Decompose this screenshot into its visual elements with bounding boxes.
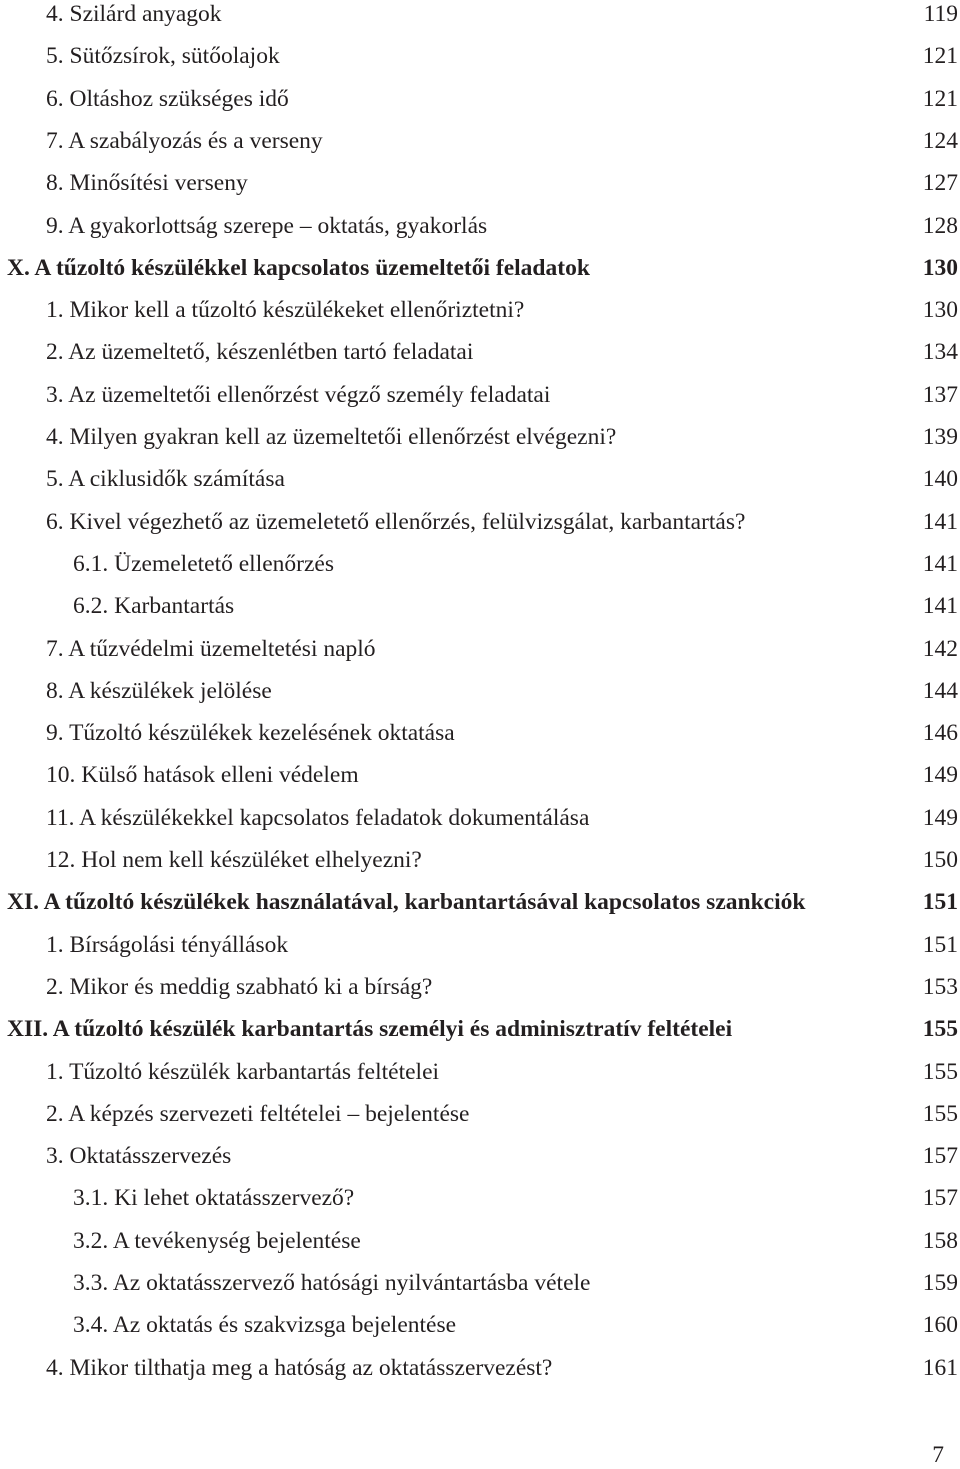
toc-page-number: 146 (922, 720, 958, 747)
toc-entry-title: 7. A tűzvédelmi üzemeltetési napló (46, 635, 376, 662)
toc-page-number: 149 (922, 804, 958, 831)
toc-page-number: 124 (922, 127, 958, 154)
toc-entry-title: 3.3. Az oktatásszervező hatósági nyilvántartásba vétele (73, 1270, 591, 1296)
toc-page-number: 121 (922, 85, 958, 112)
toc-entry-title: 10. Külső hatások elleni védelem (46, 762, 359, 789)
toc-entry-row (0, 1142, 960, 1184)
toc-entry-row (0, 0, 960, 42)
toc-entry-row (0, 169, 960, 211)
toc-entry-row (0, 1311, 960, 1353)
toc-entry-title: 7. A szabályozás és a verseny (46, 127, 323, 154)
toc-page-number: 149 (922, 762, 958, 789)
toc-page-number: 141 (922, 508, 958, 535)
toc-page-number: 155 (922, 1100, 958, 1127)
page-number: 7 (932, 1442, 944, 1468)
toc-entry-row (0, 592, 960, 634)
toc-page-number: 119 (923, 1, 958, 27)
toc-entry-title: 6.2. Karbantartás (73, 593, 235, 620)
toc-page-number: 140 (922, 466, 958, 493)
toc-entry-row (0, 550, 960, 592)
toc-entry-title: 2. Mikor és meddig szabható ki a bírság? (46, 973, 433, 1000)
toc-page-number: 144 (922, 677, 958, 704)
toc-page-number: 139 (922, 424, 958, 450)
toc-entry-row (0, 381, 960, 423)
toc-entry-title: 12. Hol nem kell készüléket elhelyezni? (46, 847, 422, 873)
toc-entry-title: 11. A készülékekkel kapcsolatos feladatok dokumentálása (46, 804, 590, 831)
toc-page-number: 137 (922, 381, 958, 408)
toc-entry-row (0, 296, 960, 338)
toc-page-number: 134 (922, 339, 958, 366)
toc-page-number: 160 (922, 1312, 958, 1339)
toc-chapter-title: XI. A tűzoltó készülékek használatával, karbantartásával kapcsolatos szankciók (7, 889, 806, 916)
toc-page-number: 142 (922, 635, 958, 662)
toc-entry-row (0, 973, 960, 1015)
toc-entry-title: 2. A képzés szervezeti feltételei – bejelentése (46, 1100, 470, 1127)
toc-page-number: 157 (922, 1143, 958, 1170)
toc-entry-row (0, 423, 960, 465)
toc-entry-row (0, 804, 960, 846)
toc-page-number: 130 (922, 297, 958, 324)
toc-entry-row (0, 846, 960, 888)
toc-page-number: 141 (922, 550, 958, 577)
toc-entry-title: 6. Oltáshoz szükséges idő (46, 85, 289, 112)
toc-page-number: 130 (922, 254, 958, 281)
toc-entry-title: 1. Mikor kell a tűzoltó készülékeket ellenőriztetni? (46, 297, 525, 324)
toc-page-number: 153 (922, 973, 958, 1000)
toc-entry-row (0, 42, 960, 84)
toc-entry-title: 8. A készülékek jelölése (46, 677, 272, 704)
toc-chapter-title: XII. A tűzoltó készülék karbantartás személyi és adminisztratív feltételei (7, 1016, 733, 1043)
toc-page-number: 127 (922, 170, 958, 197)
toc-entry-title: 3.4. Az oktatás és szakvizsga bejelentése (73, 1312, 457, 1339)
toc-entry-row (0, 1227, 960, 1269)
toc-page-number: 141 (922, 593, 958, 620)
toc-page-number: 151 (922, 931, 958, 958)
toc-entry-title: 2. Az üzemeltető, készenlétben tartó feladatai (46, 339, 474, 366)
toc-chapter-title: X. A tűzoltó készülékkel kapcsolatos üzemeltetői feladatok (7, 254, 590, 281)
toc-entry-title: 4. Milyen gyakran kell az üzemeltetői ellenőrzést elvégezni? (46, 424, 617, 450)
toc-entry-row (0, 1354, 960, 1396)
toc-entry-row (0, 127, 960, 169)
toc-entry-title: 5. Sütőzsírok, sütőolajok (46, 43, 280, 70)
toc-entry-row (0, 1058, 960, 1100)
toc-entry-title: 3.2. A tevékenység bejelentése (73, 1227, 361, 1254)
toc-entry-row (0, 635, 960, 677)
toc-entry-title: 6. Kivel végezhető az üzemeletető ellenőrzés, felülvizsgálat, karbantartás? (46, 508, 746, 535)
toc-page-number: 155 (922, 1016, 958, 1043)
toc-entry-title: 9. A gyakorlottság szerepe – oktatás, gyakorlás (46, 212, 488, 239)
toc-entry-row (0, 719, 960, 761)
toc-entry-title: 5. A ciklusidők számítása (46, 466, 285, 493)
toc-entry-title: 6.1. Üzemeletető ellenőrzés (73, 550, 334, 577)
toc-page-number: 121 (922, 43, 958, 70)
toc-page-number: 155 (922, 1058, 958, 1085)
toc-entry-row (0, 1100, 960, 1142)
toc-entry-row (0, 1269, 960, 1311)
toc-page-number: 128 (922, 212, 958, 239)
toc-page-number: 157 (922, 1185, 958, 1212)
toc-chapter-row (0, 1015, 960, 1057)
toc-entry-row (0, 761, 960, 803)
toc-entry-row (0, 338, 960, 380)
toc-entry-row (0, 1184, 960, 1226)
toc-chapter-row (0, 888, 960, 930)
toc-entry-title: 8. Minősítési verseny (46, 170, 248, 197)
toc-entry-row (0, 212, 960, 254)
toc-entry-row (0, 931, 960, 973)
toc-entry-row (0, 508, 960, 550)
toc-entry-title: 3. Oktatásszervezés (46, 1143, 232, 1170)
toc-entry-row (0, 465, 960, 507)
toc-page-number: 161 (922, 1354, 958, 1381)
toc-entry-title: 3. Az üzemeltetői ellenőrzést végző személy feladatai (46, 381, 551, 408)
toc-entry-title: 4. Szilárd anyagok (46, 1, 222, 27)
toc-entry-title: 1. Bírságolási tényállások (46, 931, 289, 958)
toc-page-number: 151 (922, 889, 958, 916)
toc-chapter-row (0, 254, 960, 296)
toc-entry-title: 3.1. Ki lehet oktatásszervező? (73, 1185, 355, 1212)
toc-entry-row (0, 677, 960, 719)
toc-page-number: 159 (922, 1270, 958, 1296)
toc-entry-title: 9. Tűzoltó készülékek kezelésének oktatása (46, 720, 455, 747)
toc-page-number: 150 (922, 847, 958, 873)
toc-entry-row (0, 85, 960, 127)
toc-page-number: 158 (922, 1227, 958, 1254)
toc-entry-title: 4. Mikor tilthatja meg a hatóság az oktatásszervezést? (46, 1354, 553, 1381)
toc-entry-title: 1. Tűzoltó készülék karbantartás feltételei (46, 1058, 440, 1085)
